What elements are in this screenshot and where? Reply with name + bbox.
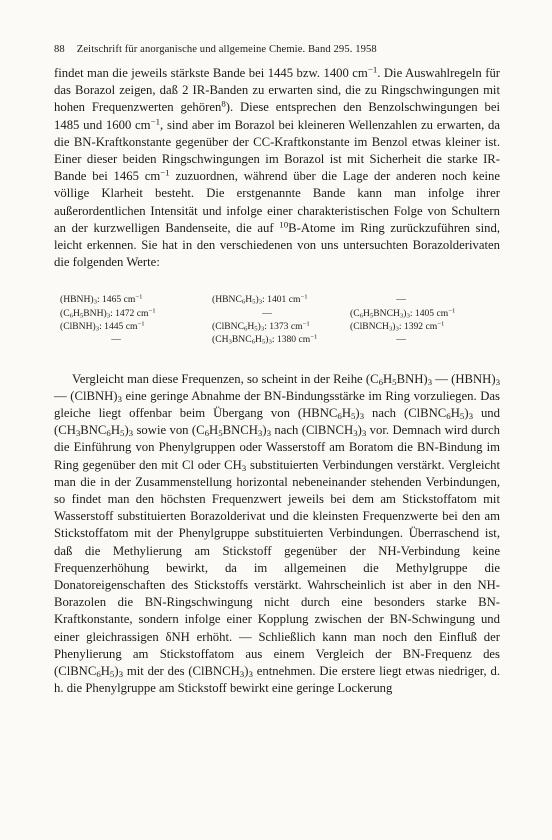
table-cell: $(HBNC_6H_5)_3$: 1401 $cm^{-1}$ — [212, 294, 308, 307]
table-row — [60, 307, 500, 320]
table-cell: — — [111, 334, 121, 346]
table-row — [60, 293, 500, 306]
table-cell: $(ClBNCH_3)_3$: 1392 $cm^{-1}$ — [350, 320, 445, 333]
page-number: 88 — [54, 44, 65, 55]
table-row — [60, 333, 500, 346]
table-cell: $(C_6H_5BNH)_3$: 1472 $cm^{-1}$ — [60, 307, 156, 320]
running-title: Zeitschrift für anorganische und allgemeine Chemie. Band 295. 1958 — [76, 44, 377, 55]
table-cell: — — [262, 307, 272, 319]
paragraph-1: findet man die jeweils stärkste Bande bei 1445 bzw. 1400 $cm^{-1}$. Die Auswahlregeln für das Borazol zeigen, daß 2 IR-Banden zu erwarten sind, die zu Ringschwingungen mit hohen Frequenzwerten gehören$^8$). Diese entsprechen den Benzolschwingungen bei 1485 und 1600 $cm^{-1}$, sind aber im Borazol bei kleineren Wellenzahlen zu erwarten, da die BN-Kraftkonstante gegenüber der CC-Kraftkonstante im Benzol etwas kleiner ist. Einer dieser beiden Ringschwingungen im Borazol ist mit Sicherheit die starke IR-Bande bei 1465 $cm^{-1}$ zuzuordnen, während über die Lage der anderen noch keine völlige Klarheit besteht. Die erstgenannte Bande kann man infolge ihrer außerordentlichen Intensität und infolge einer charakteristischen Folge von Schultern an der kurzwelligen Bandenseite, die auf $^{10}$B-Atome im Ring zurückzuführen sind, leicht erkennen. Sie hat in den verschiedenen von uns untersuchten Borazolderivaten die folgenden Werte: — [54, 64, 501, 270]
table-cell: $(C_6H_5BNCH_3)_3$: 1405 $cm^{-1}$ — [350, 307, 456, 320]
table-cell: $(CH_3BNC_6H_5)_3$: 1380 $cm^{-1}$ — [212, 333, 318, 346]
running-header — [54, 44, 500, 55]
table-cell: $(ClBNC_6H_5)_3$: 1373 $cm^{-1}$ — [212, 320, 310, 333]
table-cell: — — [396, 294, 406, 306]
table-cell: $(HBNH)_3$: 1465 $cm^{-1}$ — [60, 294, 143, 307]
frequency-table — [60, 293, 500, 346]
table-cell: — — [396, 334, 406, 346]
table-cell: $(ClBNH)_3$: 1445 $cm^{-1}$ — [60, 320, 145, 333]
paragraph-2: Vergleicht man diese Frequenzen, so scheint in der Reihe $(C_6H_5BNH)_3$ — $(HBNH)_3$ — $(ClBNH)_3$ eine geringe Abnahme der BN-Bindungsstärke im Ring vorzuliegen. Das gleiche liegt offenbar beim Übergang von $(HBNC_6H_5)_3$ nach $(ClBNC_6H_5)_3$ und $(CH_3BNC_6H_5)_3$ sowie von $(C_6H_5BNCH_3)_3$ nach $(ClBNCH_3)_3$ vor. Demnach wird durch die Einführung von Phenylgruppen oder Wasserstoff am Boratom die BN-Bindung im Ring gegenüber den mit Cl oder $CH_3$ substituierten Verbindungen verstärkt. Vergleicht man die in der Zusammenstellung horizontal nebeneinander stehenden Verbindungen, so findet man den höchsten Frequenzwert jeweils bei dem am Stickstoffatom mit Wasserstoff substituierten Borazolderivat und die kleinsten Frequenzwerte bei den am Stickstoffatom mit der Phenylgruppe substituierten Verbindungen. Überraschend ist, daß die Methylierung am Stickstoff gegenüber der NH-Verbindung keine Frequenzerhöhung bewirkt, da im allgemeinen die Methylgruppe die Donatoreigenschaften des Stickstoffs verstärkt. Wahrscheinlich ist aber in den NH-Borazolen die BN-Ringschwingung nicht durch eine besonders starke BN-Kraftkonstante, sondern infolge einer Kopplung zwischen der BN-Schwingung und einer gleichrassigen δNH erhöht. — Schließlich kann man noch den Einfluß der Phenylierung am Stickstoffatom aus einem Vergleich der BN-Frequenz des $(ClBNC_6H_5)_3$ mit der des $(ClBNCH_3)_3$ entnehmen. Die erstere liegt etwas niedriger, d. h. die Phenylgruppe am Stickstoff bewirkt eine geringe Lockerung — [54, 371, 500, 696]
table-row — [60, 320, 500, 333]
